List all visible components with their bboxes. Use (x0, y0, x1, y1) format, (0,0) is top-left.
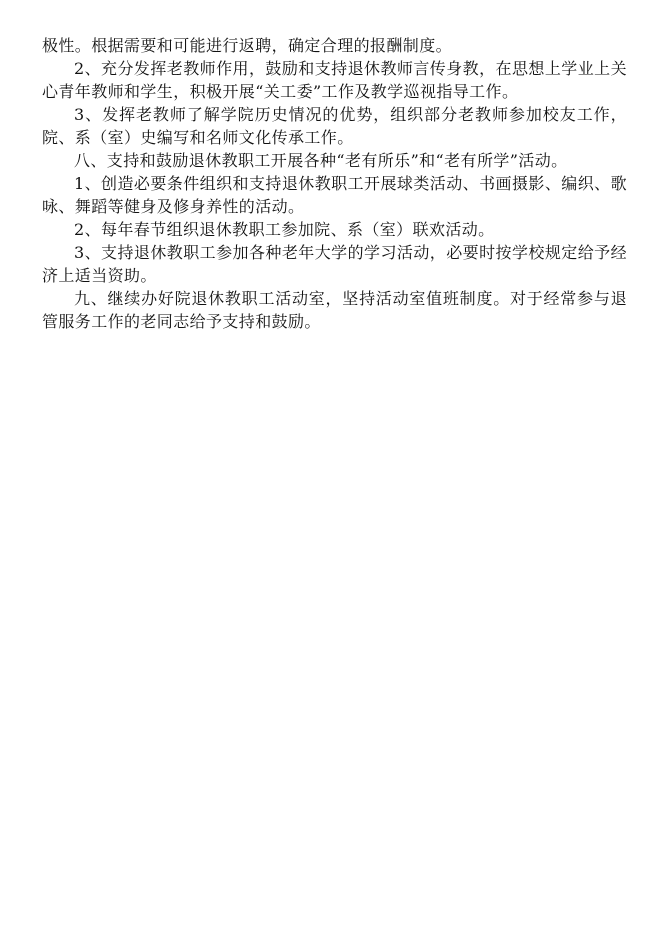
paragraph-item-3-elder-university: 3、支持退休教职工参加各种老年大学的学习活动，必要时按学校规定给予经济上适当资助。 (42, 243, 627, 285)
paragraph-item-2-spring-festival: 2、每年春节组织退休教职工参加院、系（室）联欢活动。 (74, 220, 495, 239)
paragraph-item-2-older-teachers-role: 2、充分发挥老教师作用，鼓励和支持退休教师言传身教，在思想上学业上关心青年教师和学生，积极开展“关工委”工作及教学巡视指导工作。 (42, 59, 627, 101)
paragraph-continuation: 极性。根据需要和可能进行返聘，确定合理的报酬制度。 (42, 36, 453, 55)
section-heading-nine: 九、继续办好院退休教职工活动室，坚持活动室值班制度。对于经常参与退管服务工作的老同志给予支持和鼓励。 (42, 289, 627, 331)
paragraph-item-3-history-advantage: 3、发挥老教师了解学院历史情况的优势，组织部分老教师参加校友工作，院、系（室）史编写和名师文化传承工作。 (42, 105, 627, 147)
paragraph-item-1-activities: 1、创造必要条件组织和支持退休教职工开展球类活动、书画摄影、编织、歌咏、舞蹈等健身及修身养性的活动。 (42, 174, 627, 216)
document-body (42, 34, 627, 333)
section-heading-eight: 八、支持和鼓励退休教职工开展各种“老有所乐”和“老有所学”活动。 (74, 151, 568, 170)
